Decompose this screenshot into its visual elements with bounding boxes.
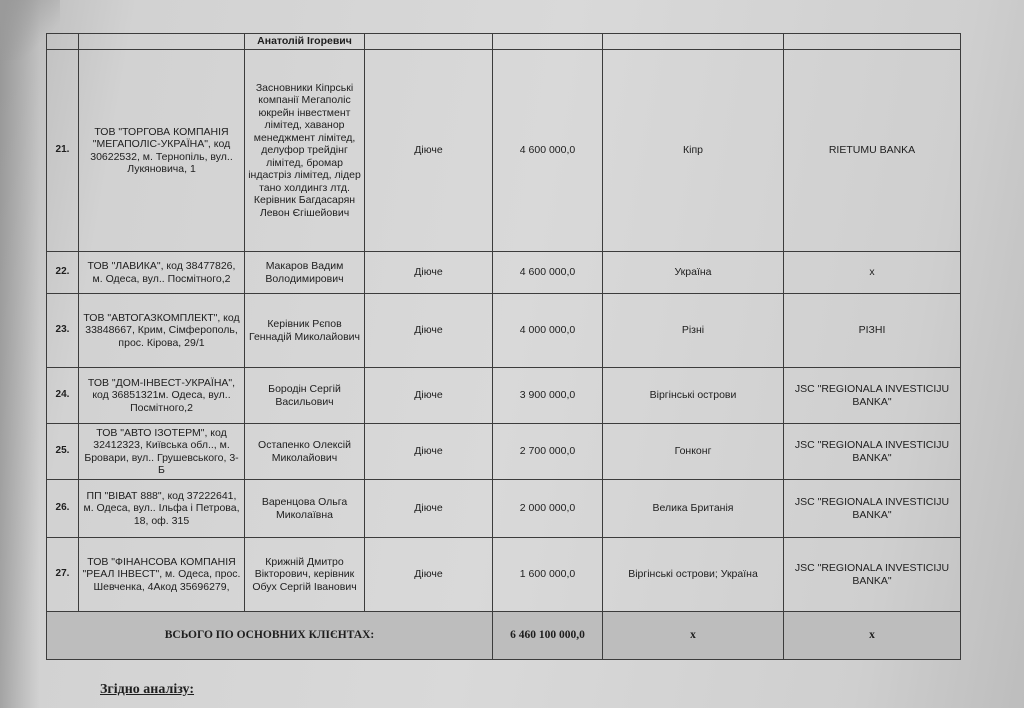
company-cell — [79, 34, 245, 50]
bank-cell: х — [784, 252, 961, 294]
country-cell: Кіпр — [603, 50, 784, 252]
row-number-cell: 25. — [47, 424, 79, 480]
amount-cell: 1 600 000,0 — [493, 538, 603, 612]
bank-cell — [784, 34, 961, 50]
total-row — [47, 612, 961, 660]
page-shadow — [0, 0, 40, 708]
row-number-cell: 21. — [47, 50, 79, 252]
status-cell: Діюче — [365, 252, 493, 294]
company-cell: ТОВ "ФІНАНСОВА КОМПАНІЯ "РЕАЛ ІНВЕСТ", м. Одеса, прос. Шевченка, 4Акод 35696279, — [79, 538, 245, 612]
company-cell: ТОВ "ТОРГОВА КОМПАНІЯ "МЕГАПОЛІС-УКРАЇНА", код 30622532, м. Тернопіль, вул.. Лукяновича, 1 — [79, 50, 245, 252]
row-number-cell: 26. — [47, 480, 79, 538]
company-cell: ПП "ВІВАТ 888", код 37222641, м. Одеса, вул.. Ільфа і Петрова, 18, оф. 315 — [79, 480, 245, 538]
status-cell: Діюче — [365, 480, 493, 538]
person-cell: Засновники Кіпрські компанії Мегаполіс юкрейн інвестмент лімітед, хаванор менеджмент лімітед, делуфор трейдінг лімітед, бромар індастріз лімітед, лідер тано холдингз лтд. Керівник Багдасарян Левон Єгішейович — [245, 50, 365, 252]
person-cell: Анатолій Ігоревич — [245, 34, 365, 50]
clients-table — [46, 33, 961, 660]
country-cell: Різні — [603, 294, 784, 368]
status-cell: Діюче — [365, 294, 493, 368]
company-cell: ТОВ "АВТОГАЗКОМПЛЕКТ", код 33848667, Крим, Сімферополь, прос. Кірова, 29/1 — [79, 294, 245, 368]
bank-cell: JSC "REGIONALA INVESTICIJU BANKA" — [784, 480, 961, 538]
country-cell — [603, 34, 784, 50]
amount-cell: 4 000 000,0 — [493, 294, 603, 368]
analysis-heading: Згідно аналізу: — [100, 682, 195, 697]
country-cell: Гонконг — [603, 424, 784, 480]
table-row — [47, 252, 961, 294]
row-number-cell: 27. — [47, 538, 79, 612]
row-number-cell — [47, 34, 79, 50]
table-row — [47, 50, 961, 252]
table-row — [47, 34, 961, 50]
person-cell: Варенцова Ольга Миколаївна — [245, 480, 365, 538]
bank-cell: RIETUMU BANKA — [784, 50, 961, 252]
table-row — [47, 480, 961, 538]
table-row — [47, 538, 961, 612]
person-cell: Крижній Дмитро Вікторович, керівник Обух Сергій Іванович — [245, 538, 365, 612]
status-cell: Діюче — [365, 538, 493, 612]
person-cell: Бородін Сергій Васильович — [245, 368, 365, 424]
amount-cell — [493, 34, 603, 50]
person-cell: Остапенко Олексій Миколайович — [245, 424, 365, 480]
person-cell: Макаров Вадим Володимирович — [245, 252, 365, 294]
bank-cell: JSC "REGIONALA INVESTICIJU BANKA" — [784, 368, 961, 424]
country-cell: Україна — [603, 252, 784, 294]
bank-cell: JSC "REGIONALA INVESTICIJU BANKA" — [784, 424, 961, 480]
row-number-cell: 22. — [47, 252, 79, 294]
total-country: х — [603, 612, 784, 660]
company-cell: ТОВ "ДОМ-ІНВЕСТ-УКРАЇНА", код 36851321м. Одеса, вул.. Посмітного,2 — [79, 368, 245, 424]
country-cell: Віргінські острови — [603, 368, 784, 424]
amount-cell: 2 700 000,0 — [493, 424, 603, 480]
status-cell: Діюче — [365, 424, 493, 480]
total-label: ВСЬОГО ПО ОСНОВНИХ КЛІЄНТАХ: — [47, 612, 493, 660]
person-cell: Керівник Рєпов Геннадій Миколайович — [245, 294, 365, 368]
company-cell: ТОВ "АВТО ІЗОТЕРМ", код 32412323, Київська обл.., м. Бровари, вул.. Грушевського, 3-Б — [79, 424, 245, 480]
total-amount: 6 460 100 000,0 — [493, 612, 603, 660]
amount-cell: 4 600 000,0 — [493, 50, 603, 252]
table-row — [47, 368, 961, 424]
table-row — [47, 424, 961, 480]
table-row — [47, 294, 961, 368]
bank-cell: РІЗНІ — [784, 294, 961, 368]
status-cell: Діюче — [365, 368, 493, 424]
company-cell: ТОВ "ЛАВИКА", код 38477826, м. Одеса, вул.. Посмітного,2 — [79, 252, 245, 294]
amount-cell: 4 600 000,0 — [493, 252, 603, 294]
status-cell: Діюче — [365, 50, 493, 252]
total-bank: х — [784, 612, 961, 660]
bank-cell: JSC "REGIONALA INVESTICIJU BANKA" — [784, 538, 961, 612]
amount-cell: 3 900 000,0 — [493, 368, 603, 424]
amount-cell: 2 000 000,0 — [493, 480, 603, 538]
row-number-cell: 23. — [47, 294, 79, 368]
country-cell: Віргінські острови; Україна — [603, 538, 784, 612]
country-cell: Велика Британія — [603, 480, 784, 538]
row-number-cell: 24. — [47, 368, 79, 424]
status-cell — [365, 34, 493, 50]
